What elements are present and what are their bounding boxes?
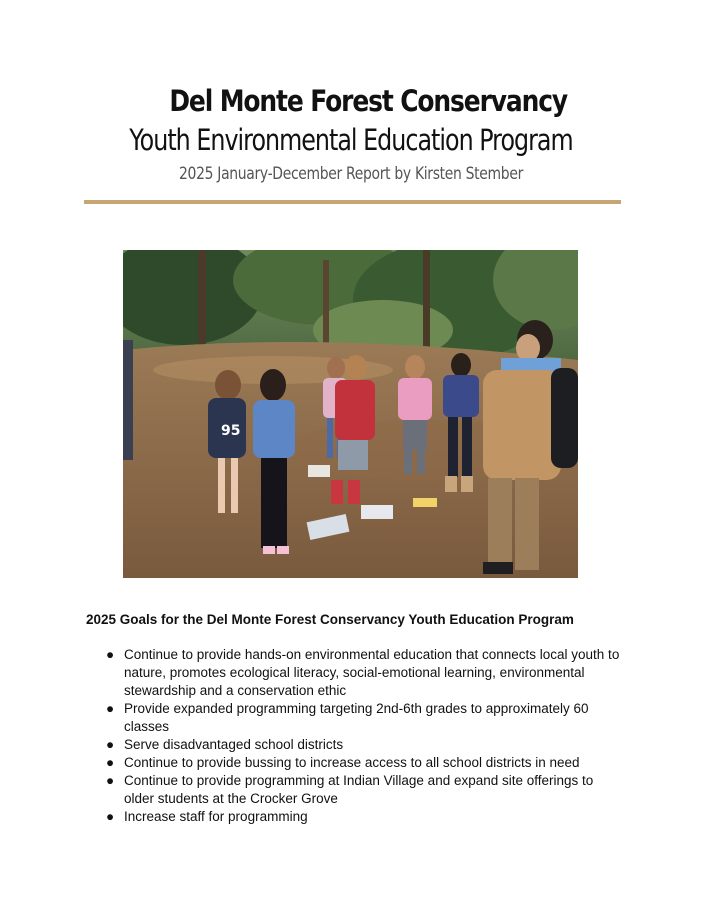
bullet-icon: ● xyxy=(106,647,115,662)
bullet-icon: ● xyxy=(106,755,115,770)
goal-text: Continue to provide programming at Indian Village and expand site offerings to older students at the Crocker Grove xyxy=(124,773,594,806)
bullet-icon: ● xyxy=(106,701,115,716)
forest-class-photo xyxy=(123,250,578,578)
goal-item xyxy=(86,700,626,736)
goal-text: Provide expanded programming targeting 2nd-6th grades to approximately 60 classes xyxy=(124,701,589,734)
svg-text:95: 95 xyxy=(221,423,241,439)
goal-item xyxy=(86,754,626,772)
goal-text: Continue to provide bussing to increase access to all school districts in need xyxy=(124,755,580,770)
document-title: Del Monte Forest Conservancy xyxy=(169,84,568,118)
goal-text: Continue to provide hands-on environmental education that connects local youth to nature, promotes ecological literacy, social-emotional learning, environmental stewardship and a conservation ethic xyxy=(124,647,620,698)
goals-heading: 2025 Goals for the Del Monte Forest Conservancy Youth Education Program xyxy=(86,612,574,627)
report-byline: 2025 January-December Report by Kirsten Stember xyxy=(179,164,523,184)
goal-item xyxy=(86,772,626,808)
document-subtitle: Youth Environmental Education Program xyxy=(129,123,573,157)
bullet-icon: ● xyxy=(106,809,115,824)
goals-list xyxy=(86,646,626,826)
goal-text: Serve disadvantaged school districts xyxy=(124,737,344,752)
bullet-icon: ● xyxy=(106,737,115,752)
bullet-icon: ● xyxy=(106,773,115,788)
goal-item xyxy=(86,646,626,700)
goal-item xyxy=(86,736,626,754)
header-divider xyxy=(84,200,621,204)
goal-item xyxy=(86,808,626,826)
goal-text: Increase staff for programming xyxy=(124,809,308,824)
